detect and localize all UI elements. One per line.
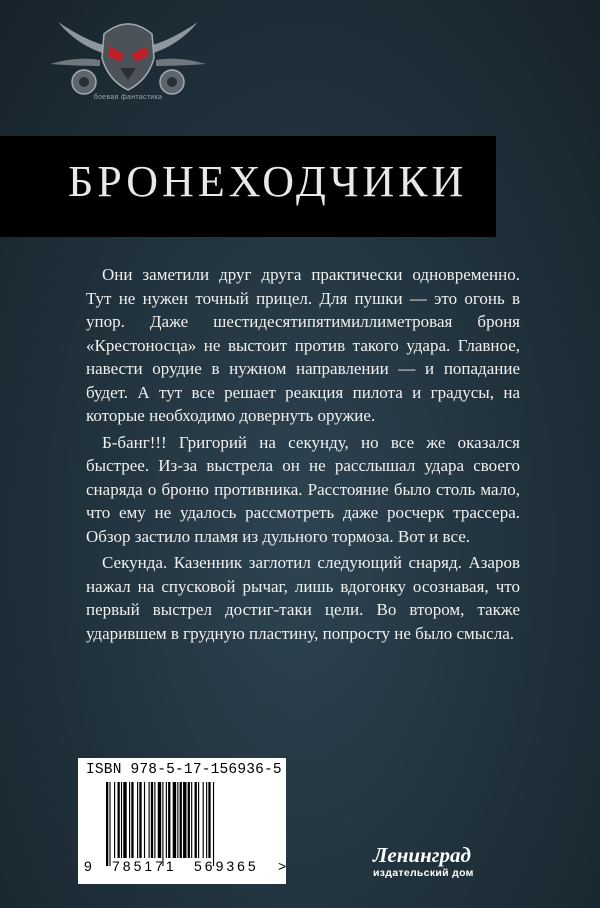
barcode-bar bbox=[121, 782, 122, 858]
barcode-bar bbox=[144, 782, 145, 858]
blurb-text bbox=[86, 263, 520, 648]
blurb-paragraph: Б-банг!!! Григорий на секунду, но все же оказался быстрее. Из-за выстрела он не расслышал удара своего снаряда о броню противника. Расстояние было столь мало, что ему не удалось рассмотреть даже росчерк трассера. Обзор застило пламя из дульного тормоза. Вот и все. bbox=[86, 432, 520, 546]
blurb-paragraph: Секунда. Казенник заглотил следующий снаряд. Азаров нажал на спусковой рычаг, лишь вдогонку осознавая, что первый выстрел достиг-таки цели. Во втором, также ударившем в грудную пластину, попросту не было смысла. bbox=[86, 553, 520, 643]
barcode-bar bbox=[139, 782, 141, 858]
barcode-digits-group1: 785171 bbox=[112, 858, 177, 874]
isbn-barcode-box bbox=[78, 758, 286, 884]
barcode-bar bbox=[206, 782, 207, 858]
barcode-bars bbox=[106, 782, 276, 866]
barcode-bar bbox=[158, 782, 161, 858]
barcode-bar bbox=[149, 782, 150, 858]
publisher-logo bbox=[373, 844, 523, 880]
barcode-bar bbox=[166, 782, 167, 858]
series-caption: боевая фантастика bbox=[93, 94, 163, 101]
publisher-subtitle: издательский дом bbox=[373, 867, 474, 879]
barcode-bar bbox=[177, 782, 178, 858]
barcode-bar bbox=[118, 782, 120, 858]
book-title: БРОНЕХОДЧИКИ bbox=[68, 157, 468, 206]
barcode-end-mark: > bbox=[278, 858, 287, 874]
barcode-bar bbox=[137, 782, 138, 858]
barcode-bar bbox=[213, 782, 214, 866]
barcode-bar bbox=[180, 782, 182, 858]
barcode-bar bbox=[129, 782, 130, 858]
barcode-bar bbox=[188, 782, 190, 858]
barcode-bar bbox=[195, 782, 197, 858]
barcode-bar bbox=[183, 782, 186, 858]
barcode-bar bbox=[123, 782, 126, 858]
series-logo bbox=[48, 6, 208, 110]
barcode-bar bbox=[131, 782, 133, 858]
barcode-bar bbox=[154, 782, 155, 858]
barcode-digit-first: 9 bbox=[84, 858, 92, 874]
publisher-name: Ленинград bbox=[373, 843, 471, 867]
barcode-bar bbox=[168, 782, 170, 858]
barcode-bar bbox=[173, 782, 176, 858]
barcode-bar bbox=[162, 782, 163, 866]
blurb-paragraph: Они заметили друг друга практически одновременно. Тут не нужен точный прицел. Для пушки — это огонь в упор. Даже шестидесятипятимиллиметровая броня «Крестоносца» не выстоит против такого удара. Главное, навести орудие в нужном направлении — и попадание будет. А тут все решает реакция пилота и градусы, на которые необходимо довернуть оружие. bbox=[86, 265, 520, 425]
barcode-bar bbox=[208, 782, 210, 858]
barcode-bar bbox=[151, 782, 153, 858]
barcode-bar bbox=[198, 782, 199, 858]
barcode-digits-group2: 569365 bbox=[194, 858, 259, 874]
isbn-label: ISBN 978-5-17-156936-5 bbox=[86, 762, 282, 778]
barcode-bar bbox=[114, 782, 115, 858]
barcode-bar bbox=[191, 782, 192, 858]
barcode-bar bbox=[109, 782, 110, 866]
barcode bbox=[106, 782, 276, 866]
barcode-bar bbox=[203, 782, 204, 858]
barcode-bar bbox=[106, 782, 108, 866]
